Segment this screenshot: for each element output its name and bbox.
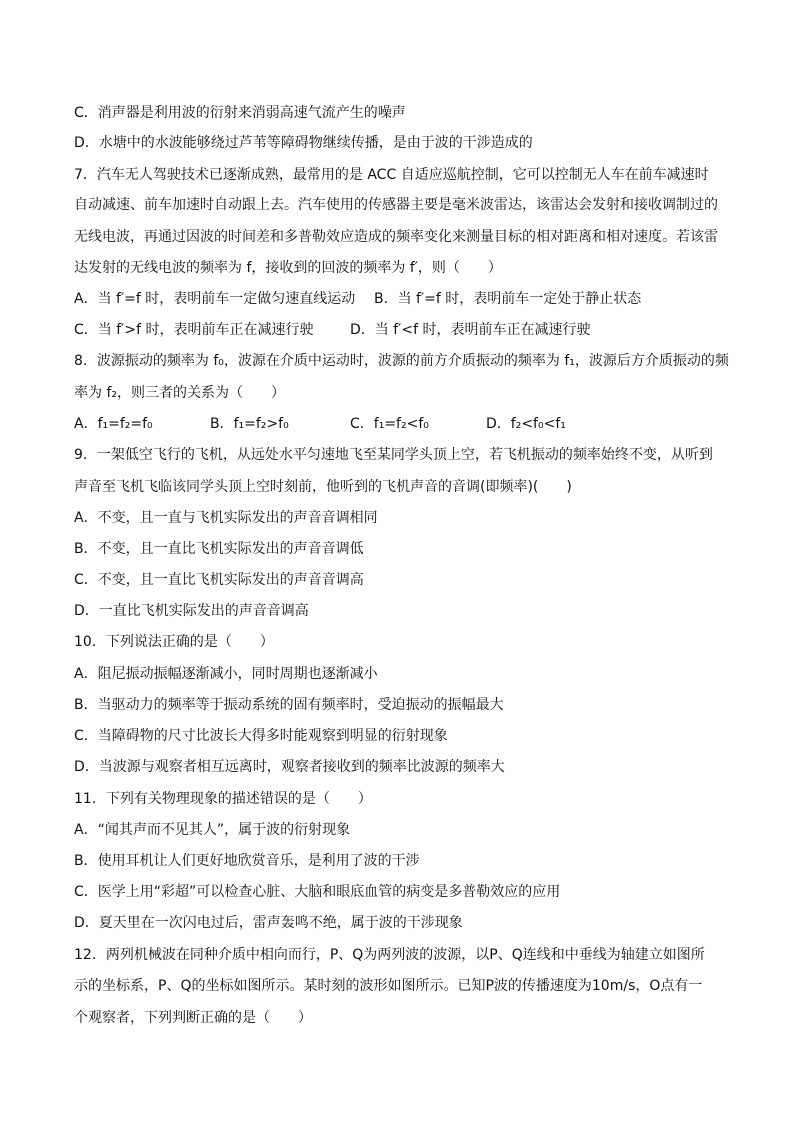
- option-11b: B．使用耳机让人们更好地欣赏音乐，是利用了波的干涉: [74, 853, 420, 869]
- question-8-line-2: 率为 f₂，则三者的关系为（ ）: [74, 385, 285, 401]
- option-11d: D．夏天里在一次闪电过后，雷声轰鸣不绝，属于波的干涉现象: [74, 915, 463, 931]
- option-8b: B．f₁=f₂>f₀: [210, 416, 289, 432]
- option-10c: C．当障碍物的尺寸比波长大得多时能观察到明显的衍射现象: [74, 728, 448, 744]
- question-11: 11．下列有关物理现象的描述错误的是（ ）: [74, 791, 372, 807]
- question-7-line-2: 自动减速、前车加速时自动跟上去。汽车使用的传感器主要是毫米波雷达，该雷达会发射和接收调制过的: [74, 197, 718, 213]
- option-9d: D．一直比飞机实际发出的声音音调高: [74, 603, 309, 619]
- option-9c: C．不变，且一直比飞机实际发出的声音音调高: [74, 572, 364, 588]
- option-10b: B．当驱动力的频率等于振动系统的固有频率时，受迫振动的振幅最大: [74, 697, 504, 713]
- option-9b: B．不变，且一直比飞机实际发出的声音音调低: [74, 541, 364, 557]
- question-12-line-3: 个观察者，下列判断正确的是（ ）: [74, 1010, 312, 1026]
- option-8c: C．f₁=f₂<f₀: [350, 416, 429, 432]
- option-7b: B．当 f′=f 时，表明前车一定处于静止状态: [374, 291, 642, 307]
- question-8-line-1: 8．波源振动的频率为 f₀，波源在介质中运动时，波源的前方介质振动的频率为 f₁，波源后方介质振动的频: [74, 353, 729, 369]
- option-11a: A．“闻其声而不见其人”，属于波的衍射现象: [74, 822, 351, 838]
- question-7-line-4: 达发射的无线电波的频率为 f，接收到的回波的频率为 f′，则（ ）: [74, 260, 502, 276]
- question-7-line-1: 7．汽车无人驾驶技术已逐渐成熟，最常用的是 ACC 自适应巡航控制，它可以控制无人车在前车减速时: [74, 167, 709, 183]
- option-7d: D．当 f′<f 时，表明前车正在减速行驶: [350, 322, 591, 338]
- option-10d: D．当波源与观察者相互远离时，观察者接收到的频率比波源的频率大: [74, 759, 505, 775]
- option-8a: A．f₁=f₂=f₀: [74, 416, 153, 432]
- question-8-options: [74, 415, 734, 433]
- question-7-line-3: 无线电波，再通过因波的时间差和多普勒效应造成的频率变化来测量目标的相对距离和相对速度。若该雷: [74, 229, 718, 245]
- option-9a: A．不变，且一直与飞机实际发出的声音音调相同: [74, 510, 378, 526]
- question-10: 10．下列说法正确的是（ ）: [74, 634, 274, 650]
- question-7-options-cd: [74, 321, 734, 339]
- question-9-line-1: 9．一架低空飞行的飞机，从远处水平匀速地飞至某同学头顶上空，若飞机振动的频率始终不变，从听到: [74, 447, 713, 463]
- question-7-options-ab: [74, 290, 734, 308]
- option-6c: C．消声器是利用波的衍射来消弱高速气流产生的噪声: [74, 105, 406, 121]
- option-10a: A．阻尼振动振幅逐渐减小，同时周期也逐渐减小: [74, 666, 378, 682]
- option-11c: C．医学上用“彩超”可以检查心脏、大脑和眼底血管的病变是多普勒效应的应用: [74, 884, 561, 900]
- option-7a: A．当 f′=f 时，表明前车一定做匀速直线运动: [74, 291, 356, 307]
- question-12-line-1: 12．两列机械波在同种介质中相向而行，P、Q为两列波的波源，以P、Q连线和中垂线为轴建立如图所: [74, 947, 705, 963]
- question-9-line-2: 声音至飞机飞临该同学头顶上空时刻前，他听到的飞机声音的音调(即频率)( ): [74, 479, 572, 495]
- option-6d: D．水塘中的水波能够绕过芦苇等障碍物继续传播，是由于波的干涉造成的: [74, 135, 533, 151]
- option-8d: D．f₂<f₀<f₁: [486, 416, 566, 432]
- question-12-line-2: 示的坐标系，P、Q的坐标如图所示。某时刻的波形如图所示。已知P波的传播速度为10m/s，O点有一: [74, 978, 703, 994]
- option-7c: C．当 f′>f 时，表明前车正在减速行驶: [74, 322, 314, 338]
